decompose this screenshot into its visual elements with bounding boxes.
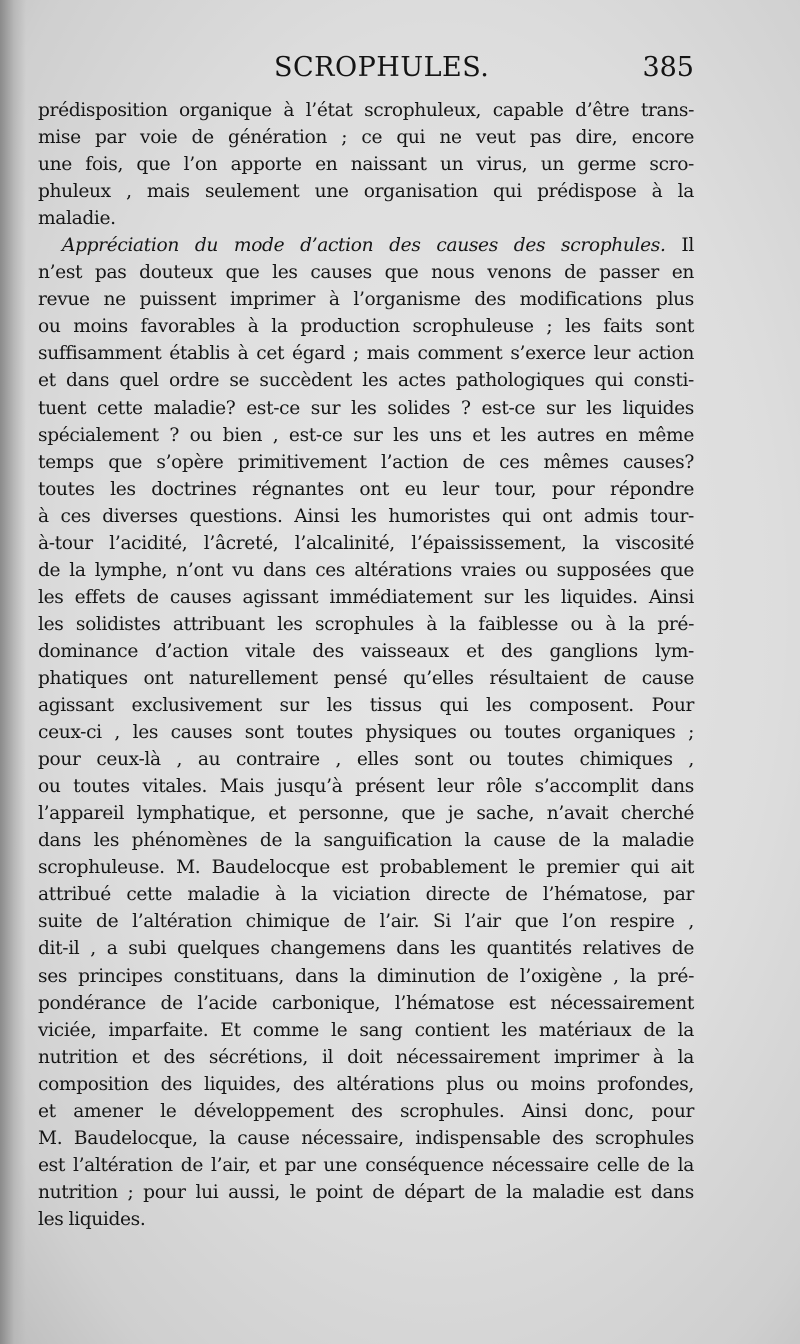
text-line	[38, 584, 694, 611]
text-line	[38, 422, 694, 449]
line-text: phuleux , mais seulement une organisation qui prédispose à la	[38, 181, 694, 203]
line-text: attribué cette maladie à la viciation directe de l’hématose, par	[38, 884, 694, 906]
line-text: suffisamment établis à cet égard ; mais comment s’exerce leur action	[38, 343, 694, 365]
line-text: prédisposition organique à l’état scrophuleux, capable d’être trans-	[38, 100, 694, 121]
text-line	[38, 1017, 694, 1044]
text-line	[38, 908, 694, 935]
text-line	[38, 232, 694, 259]
line-text: ou moins favorables à la production scrophuleuse ; les faits sont	[38, 316, 694, 338]
text-line	[38, 1125, 694, 1152]
text-line	[38, 692, 694, 719]
text-line	[38, 963, 694, 990]
text-line	[38, 827, 694, 854]
page-header	[38, 48, 694, 88]
text-line	[38, 854, 694, 881]
text-line	[38, 935, 694, 962]
text-line	[38, 1071, 694, 1098]
binding-shadow	[0, 0, 26, 1344]
text-line	[38, 746, 694, 773]
line-text: les liquides.	[38, 1208, 146, 1230]
text-line	[38, 530, 694, 557]
running-head: SCROPHULES.	[274, 52, 490, 83]
line-text: une fois, que l’on apporte en naissant un virus, un germe scro-	[38, 154, 694, 176]
line-text: maladie.	[38, 208, 116, 230]
text-line	[38, 881, 694, 908]
text-line	[38, 313, 694, 340]
line-text: à-tour l’acidité, l’âcreté, l’alcalinité, l’épaississement, la viscosité	[38, 532, 694, 554]
text-line	[38, 800, 694, 827]
line-text: n’est pas douteux que les causes que nous venons de passer en	[38, 262, 694, 284]
line-text: les effets de causes agissant immédiatement sur les liquides. Ainsi	[38, 586, 694, 608]
line-text: les solidistes attribuant les scrophules à la faiblesse ou à la pré-	[38, 613, 694, 635]
line-text: est l’altération de l’air, et par une conséquence nécessaire celle de la	[38, 1154, 694, 1176]
line-text: et dans quel ordre se succèdent les actes pathologiques qui consti-	[38, 370, 694, 392]
text-line	[38, 990, 694, 1017]
text-line	[38, 476, 694, 503]
line-text: Il	[665, 235, 694, 257]
text-line	[38, 367, 694, 394]
text-line	[38, 205, 694, 232]
text-line	[38, 1152, 694, 1179]
line-text: phatiques ont naturellement pensé qu’elles résultaient de cause	[38, 667, 694, 689]
line-text: viciée, imparfaite. Et comme le sang contient les matériaux de la	[38, 1019, 694, 1041]
text-line	[38, 557, 694, 584]
body-text	[38, 97, 694, 1233]
line-text: pour ceux-là , au contraire , elles sont ou toutes chimiques ,	[38, 749, 694, 771]
line-text: nutrition ; pour lui aussi, le point de départ de la maladie est dans	[38, 1181, 694, 1203]
line-text: dominance d’action vitale des vaisseaux et des ganglions lym-	[38, 640, 694, 662]
text-line	[38, 286, 694, 313]
line-text: de la lymphe, n’ont vu dans ces altérations vraies ou supposées que	[38, 559, 694, 581]
line-text: spécialement ? ou bien , est-ce sur les uns et les autres en même	[38, 424, 694, 446]
line-text: composition des liquides, des altérations plus ou moins profondes,	[38, 1073, 694, 1095]
line-text: ou toutes vitales. Mais jusqu’à présent leur rôle s’accomplit dans	[38, 776, 694, 798]
line-text: ses principes constituans, dans la diminution de l’oxigène , la pré-	[38, 965, 694, 987]
line-text: suite de l’altération chimique de l’air. Si l’air que l’on respire ,	[38, 911, 694, 933]
text-line	[38, 178, 694, 205]
line-text: temps que s’opère primitivement l’action de ces mêmes causes?	[38, 451, 694, 473]
line-text: pondérance de l’acide carbonique, l’hématose est nécessairement	[38, 992, 694, 1014]
line-text: revue ne puissent imprimer à l’organisme des modifications plus	[38, 289, 694, 311]
text-line	[38, 773, 694, 800]
text-line	[38, 449, 694, 476]
text-line	[38, 719, 694, 746]
text-line	[38, 665, 694, 692]
line-text: et amener le développement des scrophules. Ainsi donc, pour	[38, 1100, 694, 1122]
line-text: toutes les doctrines régnantes ont eu leur tour, pour répondre	[38, 478, 694, 500]
line-text: à ces diverses questions. Ainsi les humoristes qui ont admis tour-	[38, 505, 694, 527]
text-line	[38, 259, 694, 286]
text-line	[38, 1044, 694, 1071]
text-line	[38, 1098, 694, 1125]
text-line	[38, 124, 694, 151]
section-heading: Appréciation du mode d’action des causes des scrophules.	[62, 235, 666, 257]
line-text: agissant exclusivement sur les tissus qui les composent. Pour	[38, 695, 694, 717]
text-line	[38, 151, 694, 178]
line-text: dans les phénomènes de la sanguification la cause de la maladie	[38, 830, 694, 852]
line-text: mise par voie de génération ; ce qui ne veut pas dire, encore	[38, 127, 694, 149]
text-line	[38, 503, 694, 530]
text-line	[38, 638, 694, 665]
text-line	[38, 340, 694, 367]
line-text: dit-il , a subi quelques changemens dans les quantités relatives de	[38, 938, 694, 960]
text-line	[38, 395, 694, 422]
text-line	[38, 611, 694, 638]
line-text: scrophuleuse. M. Baudelocque est probablement le premier qui ait	[38, 857, 694, 879]
page-number: 385	[642, 52, 694, 83]
line-text: ceux-ci , les causes sont toutes physiques ou toutes organiques ;	[38, 722, 694, 744]
line-text: M. Baudelocque, la cause nécessaire, indispensable des scrophules	[38, 1127, 694, 1149]
text-line	[38, 1206, 694, 1233]
text-line	[38, 1179, 694, 1206]
line-text: nutrition et des sécrétions, il doit nécessairement imprimer à la	[38, 1046, 694, 1068]
line-text: tuent cette maladie? est-ce sur les solides ? est-ce sur les liquides	[38, 397, 694, 419]
text-line	[38, 97, 694, 124]
line-text: l’appareil lymphatique, et personne, que je sache, n’avait cherché	[38, 803, 694, 825]
